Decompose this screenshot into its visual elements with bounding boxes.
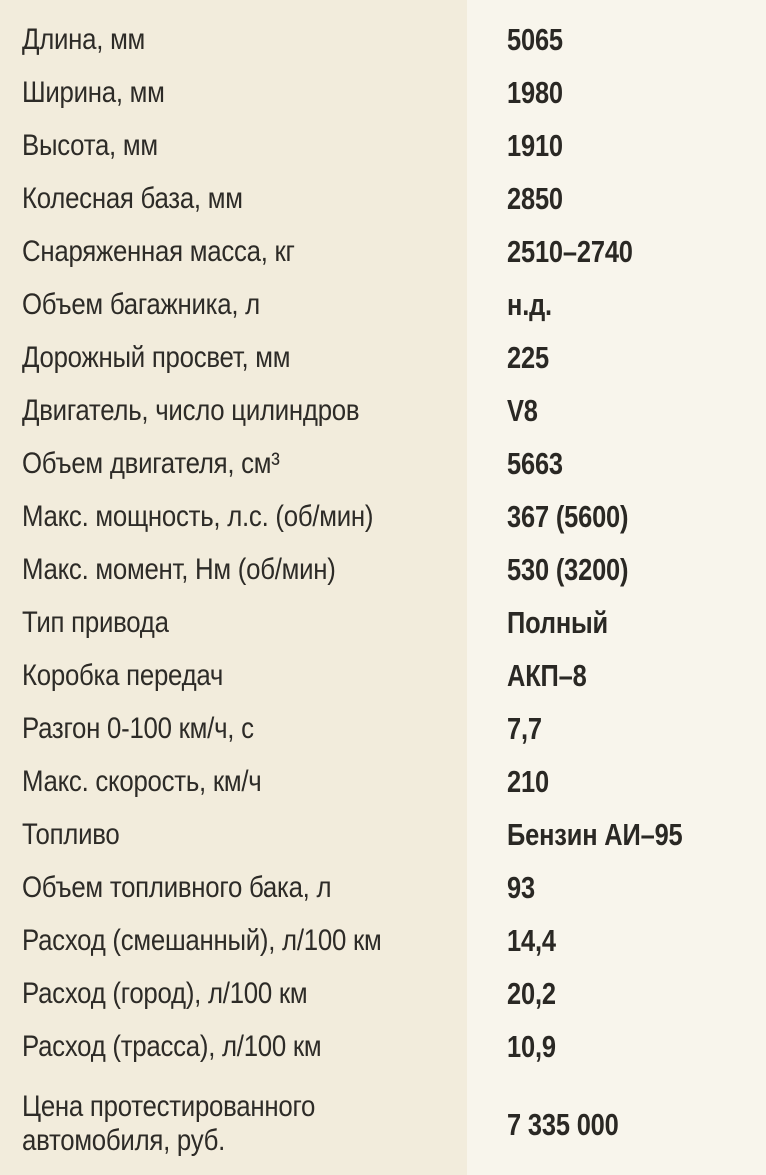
- spec-value-text: Бензин АИ–95: [507, 817, 683, 852]
- table-row: [0, 384, 766, 437]
- spec-label: [0, 331, 467, 384]
- spec-label-text: Снаряженная масса, кг: [22, 234, 295, 268]
- spec-label: [0, 1073, 467, 1175]
- spec-value: [467, 861, 766, 914]
- spec-label-text: Двигатель, число цилиндров: [22, 393, 360, 427]
- spec-value-text: АКП–8: [507, 658, 587, 693]
- spec-value-text: 14,4: [507, 923, 556, 958]
- spec-label: [0, 13, 467, 66]
- spec-label-text: Расход (город), л/100 км: [22, 976, 308, 1010]
- spec-value: [467, 543, 766, 596]
- spec-label: [0, 437, 467, 490]
- spec-value: [467, 755, 766, 808]
- spec-value: [467, 596, 766, 649]
- table-row: [0, 490, 766, 543]
- spec-value-text: н.д.: [507, 287, 552, 322]
- table-row: [0, 1073, 766, 1175]
- spec-value-text: 1980: [507, 75, 563, 110]
- spec-label-text: Длина, мм: [22, 22, 146, 56]
- table-row: [0, 13, 766, 66]
- table-row: [0, 755, 766, 808]
- spec-value: [467, 172, 766, 225]
- table-row: [0, 967, 766, 1020]
- spec-label-text: Объем багажника, л: [22, 287, 260, 321]
- table-row: [0, 66, 766, 119]
- spec-value-text: 2850: [507, 181, 563, 216]
- spec-value: [467, 384, 766, 437]
- table-row: [0, 702, 766, 755]
- spec-value: [467, 702, 766, 755]
- spec-label: [0, 384, 467, 437]
- spec-value: [467, 119, 766, 172]
- spec-value: [467, 278, 766, 331]
- table-row: [0, 278, 766, 331]
- spec-value-text: Полный: [507, 605, 609, 640]
- spec-value: [467, 490, 766, 543]
- spec-label-text: Тип привода: [22, 605, 169, 639]
- spec-label-text: Макс. момент, Нм (об/мин): [22, 552, 336, 586]
- spec-label: [0, 543, 467, 596]
- spec-value: [467, 1020, 766, 1073]
- spec-label-text: Расход (трасса), л/100 км: [22, 1029, 322, 1063]
- table-row: [0, 1020, 766, 1073]
- spec-label: [0, 702, 467, 755]
- spec-label-text: Дорожный просвет, мм: [22, 340, 291, 374]
- spec-label-text: Объем двигателя, см³: [22, 446, 280, 480]
- spec-value: [467, 225, 766, 278]
- spec-label: [0, 649, 467, 702]
- spec-value: [467, 914, 766, 967]
- spec-label-text: Высота, мм: [22, 128, 158, 162]
- spec-label: [0, 278, 467, 331]
- spec-value-text: 93: [507, 870, 535, 905]
- spec-label-text: Ширина, мм: [22, 75, 165, 109]
- spec-label: [0, 861, 467, 914]
- spec-value: [467, 437, 766, 490]
- spec-value: [467, 649, 766, 702]
- spec-label-text: Разгон 0-100 км/ч, с: [22, 711, 254, 745]
- spec-label: [0, 596, 467, 649]
- spec-label: [0, 1020, 467, 1073]
- spec-value-text: 210: [507, 764, 549, 799]
- spec-label: [0, 172, 467, 225]
- spec-value: [467, 13, 766, 66]
- spec-label: [0, 225, 467, 278]
- table-row: [0, 808, 766, 861]
- spec-value-text: 530 (3200): [507, 552, 629, 587]
- table-row: [0, 437, 766, 490]
- spec-value-text: 2510–2740: [507, 234, 633, 269]
- table-row: [0, 861, 766, 914]
- spec-value-text: 10,9: [507, 1029, 556, 1064]
- spec-label: [0, 755, 467, 808]
- table-row: [0, 914, 766, 967]
- spec-label-text: Макс. скорость, км/ч: [22, 764, 262, 798]
- table-row: [0, 649, 766, 702]
- spec-label: [0, 119, 467, 172]
- spec-value-text: 7 335 000: [507, 1106, 619, 1142]
- spec-value-text: 7,7: [507, 711, 542, 746]
- spec-value: [467, 66, 766, 119]
- spec-label-text: Объем топливного бака, л: [22, 870, 332, 904]
- spec-value: [467, 808, 766, 861]
- spec-value-text: 5065: [507, 22, 563, 57]
- spec-label-text: Топливо: [22, 817, 120, 851]
- spec-value-text: 367 (5600): [507, 499, 629, 534]
- spec-value: [467, 967, 766, 1020]
- spec-label-text: Колесная база, мм: [22, 181, 243, 215]
- table-row: [0, 331, 766, 384]
- table-row: [0, 119, 766, 172]
- spec-value: [467, 331, 766, 384]
- table-row: [0, 225, 766, 278]
- table-row: [0, 172, 766, 225]
- spec-label-text: Цена протестированного автомобиля, руб.: [22, 1090, 316, 1157]
- spec-label: [0, 914, 467, 967]
- spec-value-text: V8: [507, 393, 538, 428]
- table-row: [0, 543, 766, 596]
- spec-label-text: Коробка передач: [22, 658, 224, 692]
- spec-label-text: Расход (смешанный), л/100 км: [22, 923, 382, 957]
- spec-value-text: 20,2: [507, 976, 556, 1011]
- spec-value-text: 225: [507, 340, 549, 375]
- spec-value-text: 5663: [507, 446, 563, 481]
- spec-label-text: Макс. мощность, л.с. (об/мин): [22, 499, 374, 533]
- spec-label: [0, 808, 467, 861]
- spec-label: [0, 967, 467, 1020]
- spec-value-text: 1910: [507, 128, 563, 163]
- spec-label: [0, 490, 467, 543]
- table-row: [0, 596, 766, 649]
- spec-value: [467, 1073, 766, 1175]
- spec-label: [0, 66, 467, 119]
